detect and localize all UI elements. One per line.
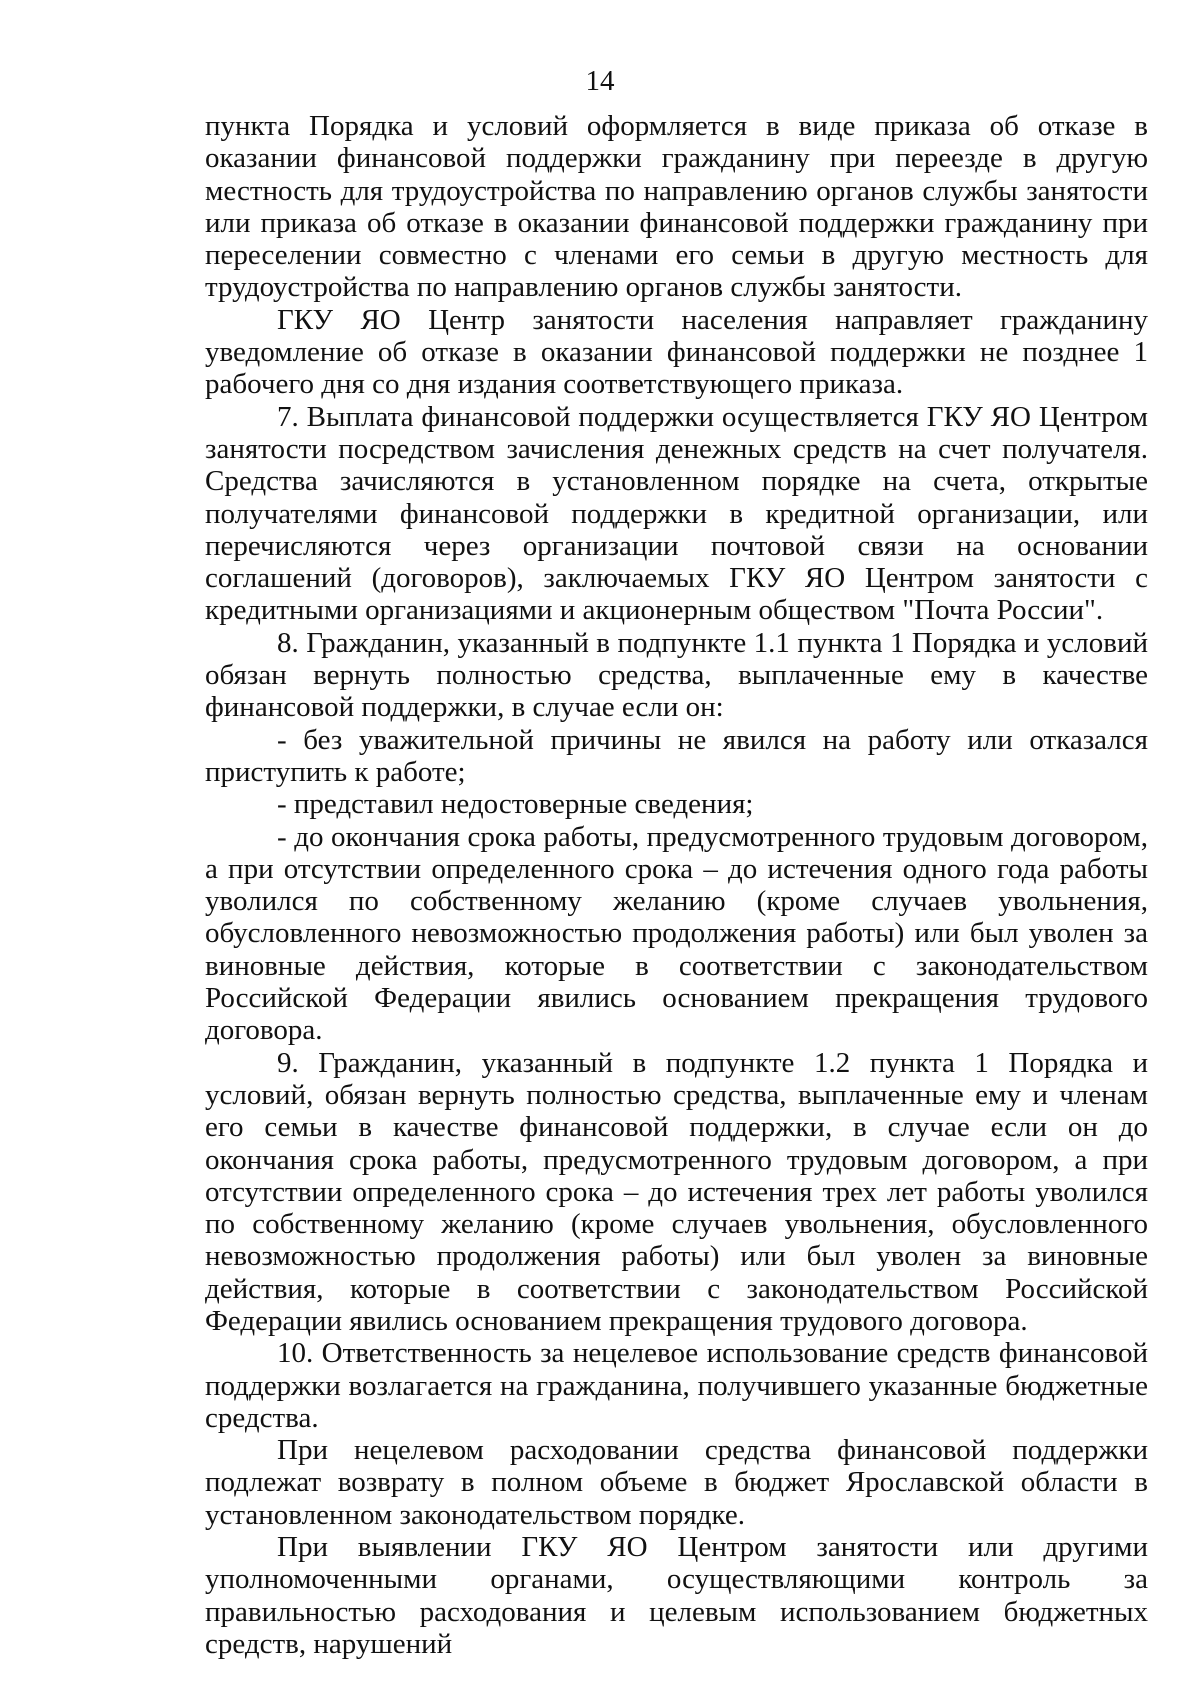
page-number: 14 (585, 65, 615, 97)
paragraph-misuse-return: При нецелевом расходовании средства финансовой поддержки подлежат возврату в полном объеме в бюджет Ярославской области в установленном законодательством порядке. (205, 1434, 1148, 1531)
document-body (205, 110, 1148, 1660)
list-item: - до окончания срока работы, предусмотренного трудовым договором, а при отсутствии определенного срока – до истечения одного года работы уволился по собственному желанию (кроме случаев увольнения, обусловленного невозможностью продолжения работы) или был уволен за виновные действия, которые в соответствии с законодательством Российской Федерации явились основанием прекращения трудового договора. (205, 820, 1148, 1047)
paragraph-violation-detection: При выявлении ГКУ ЯО Центром занятости или другими уполномоченными органами, осуществляющими контроль за правильностью расходования и целевым использованием бюджетных средств, нарушений (205, 1531, 1148, 1660)
paragraph-notification: ГКУ ЯО Центр занятости населения направляет гражданину уведомление об отказе в оказании финансовой поддержки не позднее 1 рабочего дня со дня издания соответствующего приказа. (205, 303, 1148, 401)
paragraph-clause-8: 8. Гражданин, указанный в подпункте 1.1 пункта 1 Порядка и условий обязан вернуть полностью средства, выплаченные ему в качестве финансовой поддержки, в случае если он: (205, 626, 1148, 724)
paragraph-clause-10: 10. Ответственность за нецелевое использование средств финансовой поддержки возлагается на гражданина, получившего указанные бюджетные средства. (205, 1337, 1148, 1434)
paragraph-clause-9: 9. Гражданин, указанный в подпункте 1.2 пункта 1 Порядка и условий, обязан вернуть полностью средства, выплаченные ему и членам его семьи в качестве финансовой поддержки, в случае если он до окончания срока работы, предусмотренного трудовым договором, а при отсутствии определенного срока – до истечения трех лет работы уволился по собственному желанию (кроме случаев увольнения, обусловленного невозможностью продолжения работы) или был уволен за виновные действия, которые в соответствии с законодательством Российской Федерации явились основанием прекращения трудового договора. (205, 1046, 1148, 1337)
list-item: - без уважительной причины не явился на работу или отказался приступить к работе; (205, 723, 1148, 788)
list-item: - представил недостоверные сведения; (277, 788, 754, 821)
paragraph-continuation: пункта Порядка и условий оформляется в виде приказа об отказе в оказании финансовой поддержки гражданину при переезде в другую местность для трудоустройства по направлению органов службы занятости или приказа об отказе в оказании финансовой поддержки гражданину при переселении совместно с членами его семьи в другую местность для трудоустройства по направлению органов службы занятости. (205, 110, 1148, 304)
paragraph-clause-7: 7. Выплата финансовой поддержки осуществляется ГКУ ЯО Центром занятости посредством зачисления денежных средств на счет получателя. Средства зачисляются в установленном порядке на счета, открытые получателями финансовой поддержки в кредитной организации, или перечисляются через организации почтовой связи на основании соглашений (договоров), заключаемых ГКУ ЯО Центром занятости с кредитными организациями и акционерным обществом "Почта России". (205, 400, 1148, 627)
